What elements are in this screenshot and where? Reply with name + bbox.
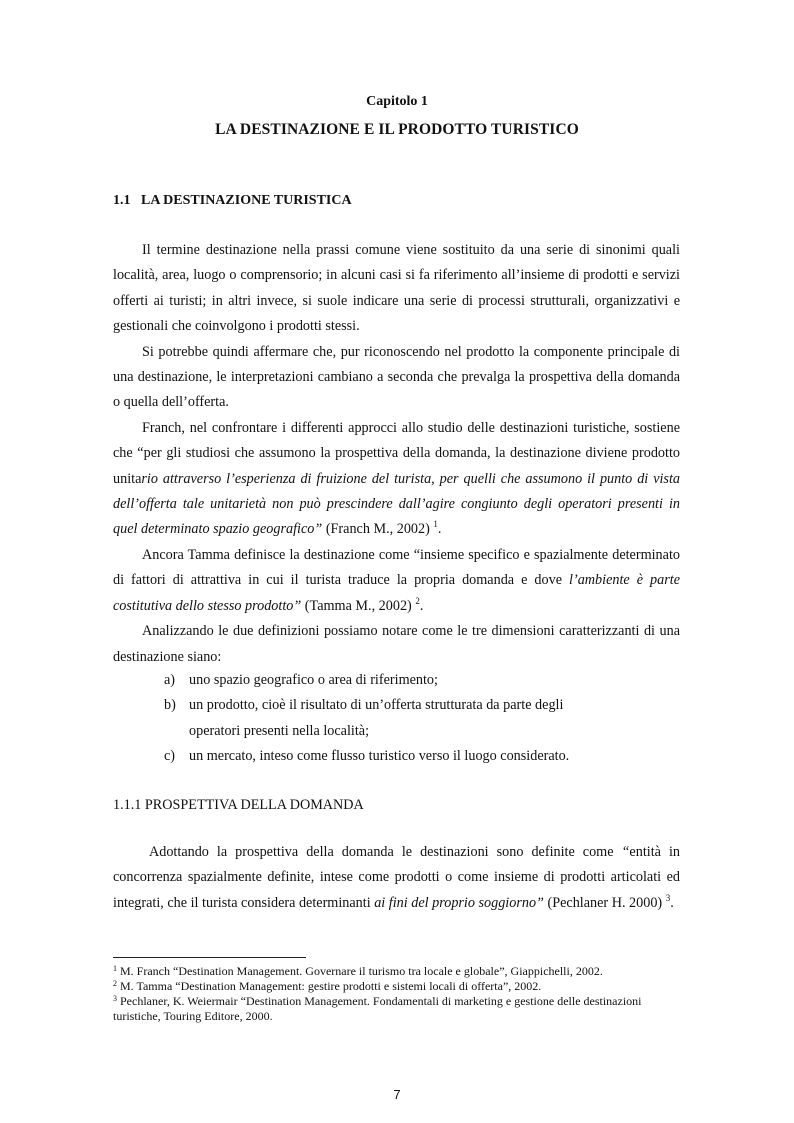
paragraph: Il termine destinazione nella prassi comune viene sostituito da una serie di sinonimi quali località, area, luogo o comprensorio; in alcuni casi si fa riferimento all’insieme di prodotti e servizi offerti ai turisti; in altri invece, si suole indicare una serie di processi strutturali, organizzativi e gestionali che coinvolgono i prodotti stessi. xyxy=(113,242,680,335)
footnote: $^3$ Pechlaner, K. Weiermair “Destination Management. Fondamentali di marketing e gestione delle destinazioni turistiche, Touring Editore, 2000. xyxy=(113,994,642,1023)
footnote: $^2$ M. Tamma “Destination Management: gestire prodotti e sistemi locali di offerta”, 2002. xyxy=(113,979,542,993)
paragraph-franch: Franch, nel confrontare i differenti approcci allo studio delle destinazioni turistiche, sostiene che “per gli studiosi che assumono la prospettiva della domanda, la destinazione diviene prodotto unitario attraverso l’esperienza di fruizione del turista, per quelli che assumono il punto di vista dell’offerta tale unitarietà non può prescindere dall’agire congiunto degli operatori presenti in quel determinato spazio geografico” (Franch M., 2002) $^1$. xyxy=(113,419,680,538)
page-number: 7 xyxy=(393,1087,401,1102)
footnote-ref[interactable]: 1 xyxy=(433,519,438,530)
body-text-domanda xyxy=(113,840,680,916)
footnote: $^1$ M. Franch “Destination Management. Governare il turismo tra locale e globale”, Giappichelli, 2002. xyxy=(113,964,603,978)
dimension-list xyxy=(113,668,680,770)
list-item: c) un mercato, inteso come flusso turistico verso il luogo considerato. xyxy=(164,748,570,765)
footnote-divider xyxy=(113,957,306,958)
footnote-ref[interactable]: 2 xyxy=(415,595,420,606)
paragraph: Si potrebbe quindi affermare che, pur riconoscendo nel prodotto la componente principale di una destinazione, le interpretazioni cambiano a seconda che prevalga la prospettiva della domanda o quella dell’offerta. xyxy=(113,343,680,411)
footnotes xyxy=(113,964,680,1024)
list-item: b) un prodotto, cioè il risultato di un’offerta strutturata da parte degli operatori presenti nella località; xyxy=(164,697,564,739)
section-number: 1.1 xyxy=(113,193,131,208)
subsection-heading: 1.1.1 PROSPETTIVA DELLA DOMANDA xyxy=(113,797,364,813)
list-item: a) uno spazio geografico o area di riferimento; xyxy=(164,672,438,688)
section-title: LA DESTINAZIONE TURISTICA xyxy=(141,193,352,208)
chapter-number: Capitolo 1 xyxy=(366,94,428,109)
paragraph: Analizzando le due definizioni possiamo notare come le tre dimensioni caratterizzanti di una destinazione siano: xyxy=(113,623,680,665)
paragraph-domanda: Adottando la prospettiva della domanda le destinazioni sono definite come “entità in concorrenza spazialmente definite, intese come prodotti o come insieme di prodotti articolati ed integrati, che il turista considera determinanti ai fini del proprio soggiorno” (Pechlaner H. 2000) $^3$. xyxy=(113,844,680,911)
body-text xyxy=(113,238,680,670)
section-heading xyxy=(113,193,352,209)
paragraph-tamma: Ancora Tamma definisce la destinazione come “insieme specifico e spazialmente determinato di fattori di attrattiva in cui il turista traduce la propria domanda e dove l’ambiente è parte costitutiva dello stesso prodotto” (Tamma M., 2002) $^2$. xyxy=(113,546,680,614)
footnote-ref[interactable]: 3 xyxy=(665,892,671,903)
chapter-title: LA DESTINAZIONE E IL PRODOTTO TURISTICO xyxy=(215,121,579,138)
